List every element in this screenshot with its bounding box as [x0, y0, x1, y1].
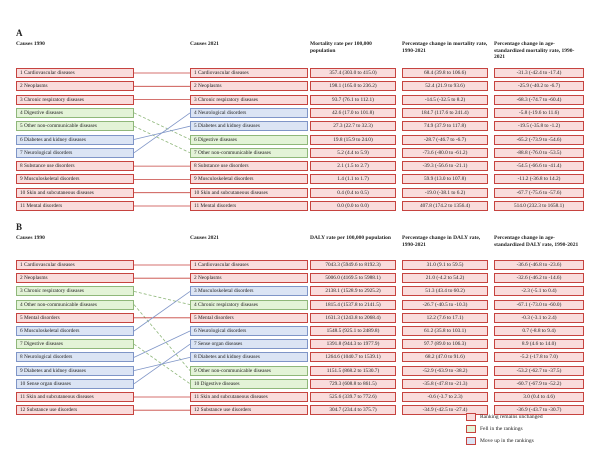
rate-value: 42.6 (17.0 to 101.8)	[310, 108, 396, 118]
age-standardized-change-value: -36.9 (-43.7 to -30.7)	[494, 405, 584, 415]
rank-1990-item: 10 Skin and subcutaneous diseases	[16, 188, 134, 198]
age-standardized-change-value: -54.5 (-66.6 to -41.4)	[494, 161, 584, 171]
age-standardized-change-value: -65.2 (-73.9 to -54.6)	[494, 135, 584, 145]
legend-label-red: Ranking remains unchanged	[480, 414, 543, 420]
age-standardized-change-value: 8.9 (4.6 to 14.0)	[494, 339, 584, 349]
percent-change-value: 74.9 (37.9 to 117.8)	[402, 121, 488, 131]
column-header-causes1990: Causes 1990	[16, 235, 45, 241]
column-header-mortality: Mortality rate per 100,000 population	[310, 41, 372, 54]
age-standardized-change-value: 3.0 (0.4 to 4.6)	[494, 392, 584, 402]
rank-2021-item: 8 Diabetes and kidney diseases	[190, 352, 308, 362]
age-standardized-change-value: -53.2 (-62.7 to -37.5)	[494, 366, 584, 376]
age-standardized-change-value: -32.6 (-46.2 to -14.6)	[494, 273, 584, 283]
rank-2021-item: 9 Musculoskeletal disorders	[190, 174, 308, 184]
age-standardized-change-value: -25.9 (-40.2 to -6.7)	[494, 81, 584, 91]
rate-value: 1815.4 (1537.8 to 2141.5)	[310, 300, 396, 310]
percent-change-value: 68.2 (47.0 to 91.6)	[402, 352, 488, 362]
percent-change-value: 61.2 (35.8 to 103.1)	[402, 326, 488, 336]
percent-change-value: 97.7 (89.0 to 106.3)	[402, 339, 488, 349]
rank-2021-item: 5 Mental disorders	[190, 313, 308, 323]
percent-change-value: -39.3 (-56.6 to -21.1)	[402, 161, 488, 171]
column-header-causes1990: Causes 1990	[16, 41, 45, 47]
rank-2021-item: 10 Skin and subcutaneous diseases	[190, 188, 308, 198]
percent-change-value: -34.9 (-42.5 to -27.4)	[402, 405, 488, 415]
percent-change-value: 184.7 (117.6 to 241.4)	[402, 108, 488, 118]
rate-value: 0.0 (0.0 to 0.0)	[310, 201, 396, 211]
rank-1990-item: 3 Chronic respiratory diseases	[16, 286, 134, 296]
percent-change-value: -19.0 (-38.1 to 6.2)	[402, 188, 488, 198]
column-header-causes2021: Causes 2021	[190, 41, 219, 47]
rank-1990-item: 4 Digestive diseases	[16, 108, 134, 118]
rate-value: 93.7 (76.1 to 112.1)	[310, 95, 396, 105]
rate-value: 198.1 (165.0 to 236.2)	[310, 81, 396, 91]
percent-change-value: 12.2 (7.6 to 17.1)	[402, 313, 488, 323]
percent-change-value: 407.8 (174.2 to 1356.4)	[402, 201, 488, 211]
percent-change-value: -26.7 (-40.5 to -10.3)	[402, 300, 488, 310]
rank-2021-item: 9 Other non-communicable diseases	[190, 366, 308, 376]
rank-connector-line	[134, 331, 190, 357]
rate-value: 304.7 (234.4 to 375.7)	[310, 405, 396, 415]
legend-swatch-blue	[466, 437, 476, 445]
rate-value: 1.4 (1.1 to 1.7)	[310, 174, 396, 184]
percent-change-value: -28.7 (-46.7 to -6.7)	[402, 135, 488, 145]
rank-1990-item: 8 Substance use disorders	[16, 161, 134, 171]
percent-change-value: 68.4 (39.8 to 106.6)	[402, 68, 488, 78]
rank-2021-item: 5 Diabetes and kidney diseases	[190, 121, 308, 131]
percent-change-value: 59.9 (13.0 to 107.8)	[402, 174, 488, 184]
rate-value: 357.4 (303.0 to 415.0)	[310, 68, 396, 78]
rank-1990-item: 4 Other non-communicable diseases	[16, 300, 134, 310]
rank-1990-item: 8 Neurological disorders	[16, 352, 134, 362]
age-standardized-change-value: -67.1 (-73.0 to -60.0)	[494, 300, 584, 310]
percent-change-value: 52.4 (21.9 to 93.6)	[402, 81, 488, 91]
rank-1990-item: 7 Digestive diseases	[16, 339, 134, 349]
rank-2021-item: 1 Cardiovascular diseases	[190, 68, 308, 78]
age-standardized-change-value: -68.3 (-74.7 to -60.4)	[494, 95, 584, 105]
rank-2021-item: 4 Neurological disorders	[190, 108, 308, 118]
rank-1990-item: 9 Diabetes and kidney diseases	[16, 366, 134, 376]
rank-2021-item: 8 Substance use disorders	[190, 161, 308, 171]
age-standardized-change-value: -19.5 (-35.8 to -1.2)	[494, 121, 584, 131]
legend-label-blue: Move up in the rankings	[480, 438, 534, 444]
rate-value: 5006.0 (4169.5 to 5988.1)	[310, 273, 396, 283]
rank-2021-item: 6 Neurological disorders	[190, 326, 308, 336]
rank-1990-item: 7 Neurological disorders	[16, 148, 134, 158]
rank-1990-item: 2 Neoplasms	[16, 81, 134, 91]
percent-change-value: -35.8 (-47.8 to -21.3)	[402, 379, 488, 389]
column-header-pctchange: Percentage change in mortality rate, 1990-2021	[402, 41, 488, 54]
rank-1990-item: 10 Sense organ diseases	[16, 379, 134, 389]
age-standardized-change-value: -5.8 (-19.6 to 11.6)	[494, 108, 584, 118]
age-standardized-change-value: -67.7 (-75.6 to -57.6)	[494, 188, 584, 198]
age-standardized-change-value: 514.0 (232.3 to 1658.1)	[494, 201, 584, 211]
percent-change-value: -0.6 (-3.7 to 2.3)	[402, 392, 488, 402]
column-header-agestd: Percentage change in age-standardized DALY rate, 1990-2021	[494, 235, 579, 248]
percent-change-value: 21.0 (-4.2 to 54.2)	[402, 273, 488, 283]
rate-value: 2138.1 (1528.9 to 2925.2)	[310, 286, 396, 296]
rank-1990-item: 1 Cardiovascular diseases	[16, 68, 134, 78]
rank-2021-item: 11 Mental disorders	[190, 201, 308, 211]
column-header-pctchange: Percentage change in DALY rate, 1990-2021	[402, 235, 481, 248]
rank-2021-item: 2 Neoplasms	[190, 273, 308, 283]
rank-1990-item: 1 Cardiovascular diseases	[16, 260, 134, 270]
rank-2021-item: 3 Chronic respiratory diseases	[190, 95, 308, 105]
rate-value: 0.4 (0.4 to 0.5)	[310, 188, 396, 198]
rank-2021-item: 4 Chronic respiratory diseases	[190, 300, 308, 310]
rank-1990-item: 6 Musculoskeletal disorders	[16, 326, 134, 336]
rank-1990-item: 11 Mental disorders	[16, 201, 134, 211]
percent-change-value: -14.5 (-32.5 to 8.2)	[402, 95, 488, 105]
rate-value: 5.2 (4.4 to 5.9)	[310, 148, 396, 158]
age-standardized-change-value: -11.2 (-36.8 to 14.2)	[494, 174, 584, 184]
age-standardized-change-value: 0.7 (-8.8 to 9.4)	[494, 326, 584, 336]
rank-2021-item: 7 Other non-communicable diseases	[190, 148, 308, 158]
column-header-daly: DALY rate per 100,000 population	[310, 235, 391, 241]
rate-value: 1151.5 (868.2 to 1530.7)	[310, 366, 396, 376]
rank-2021-item: 3 Musculoskeletal disorders	[190, 286, 308, 296]
age-standardized-change-value: -31.3 (-42.4 to -17.4)	[494, 68, 584, 78]
rank-2021-item: 12 Substance use disorders	[190, 405, 308, 415]
legend-swatch-green	[466, 425, 476, 433]
age-standardized-change-value: -36.6 (-46.8 to -23.6)	[494, 260, 584, 270]
rank-connector-line	[134, 291, 190, 304]
rate-value: 525.6 (339.7 to 772.6)	[310, 392, 396, 402]
legend-swatch-red	[466, 413, 476, 421]
rank-connector-line	[134, 305, 190, 371]
rate-value: 1548.5 (925.1 to 2489.8)	[310, 326, 396, 336]
rank-1990-item: 6 Diabetes and kidney diseases	[16, 135, 134, 145]
rank-1990-item: 3 Chronic respiratory diseases	[16, 95, 134, 105]
age-standardized-change-value: -60.7 (-67.9 to -52.2)	[494, 379, 584, 389]
rank-1990-item: 11 Skin and subcutaneous diseases	[16, 392, 134, 402]
rank-1990-item: 9 Musculoskeletal disorders	[16, 174, 134, 184]
rank-1990-item: 5 Mental disorders	[16, 313, 134, 323]
age-standardized-change-value: -2.3 (-5.1 to 0.4)	[494, 286, 584, 296]
percent-change-value: -73.6 (-80.0 to -61.2)	[402, 148, 488, 158]
percent-change-value: -52.9 (-63.9 to -38.2)	[402, 366, 488, 376]
rank-2021-item: 11 Skin and subcutaneous diseases	[190, 392, 308, 402]
rank-2021-item: 6 Digestive diseases	[190, 135, 308, 145]
rank-2021-item: 7 Sense organ diseases	[190, 339, 308, 349]
rate-value: 19.8 (15.9 to 24.0)	[310, 135, 396, 145]
rank-1990-item: 12 Substance use disorders	[16, 405, 134, 415]
rank-connector-line	[134, 291, 190, 331]
rate-value: 7043.3 (5949.6 to 8192.3)	[310, 260, 396, 270]
column-header-causes2021: Causes 2021	[190, 235, 219, 241]
rank-1990-item: 2 Neoplasms	[16, 273, 134, 283]
rate-value: 1264.6 (1040.7 to 1539.1)	[310, 352, 396, 362]
rank-2021-item: 1 Cardiovascular diseases	[190, 260, 308, 270]
rank-2021-item: 10 Digestive diseases	[190, 379, 308, 389]
rank-2021-item: 2 Neoplasms	[190, 81, 308, 91]
age-standardized-change-value: -88.8 (-76.0 to -53.5)	[494, 148, 584, 158]
rank-1990-item: 5 Other non-communicable diseases	[16, 121, 134, 131]
percent-change-value: 31.0 (9.1 to 59.5)	[402, 260, 488, 270]
age-standardized-change-value: -0.3 (-3.1 to 2.4)	[494, 313, 584, 323]
panel-label: A	[16, 28, 23, 38]
rate-value: 729.3 (608.8 to 861.5)	[310, 379, 396, 389]
rate-value: 27.3 (22.7 to 32.3)	[310, 121, 396, 131]
percent-change-value: 51.3 (43.4 to 60.2)	[402, 286, 488, 296]
rate-value: 1391.8 (944.3 to 1977.9)	[310, 339, 396, 349]
rate-value: 1631.3 (1243.8 to 2068.4)	[310, 313, 396, 323]
column-header-agestd: Percentage change in age-standardized mortality rate, 1990-2021	[494, 41, 575, 60]
panel-label: B	[16, 222, 23, 232]
age-standardized-change-value: -5.2 (-17.8 to 7.0)	[494, 352, 584, 362]
rate-value: 2.1 (1.5 to 2.7)	[310, 161, 396, 171]
legend-label-green: Fell in the rankings	[480, 426, 523, 432]
